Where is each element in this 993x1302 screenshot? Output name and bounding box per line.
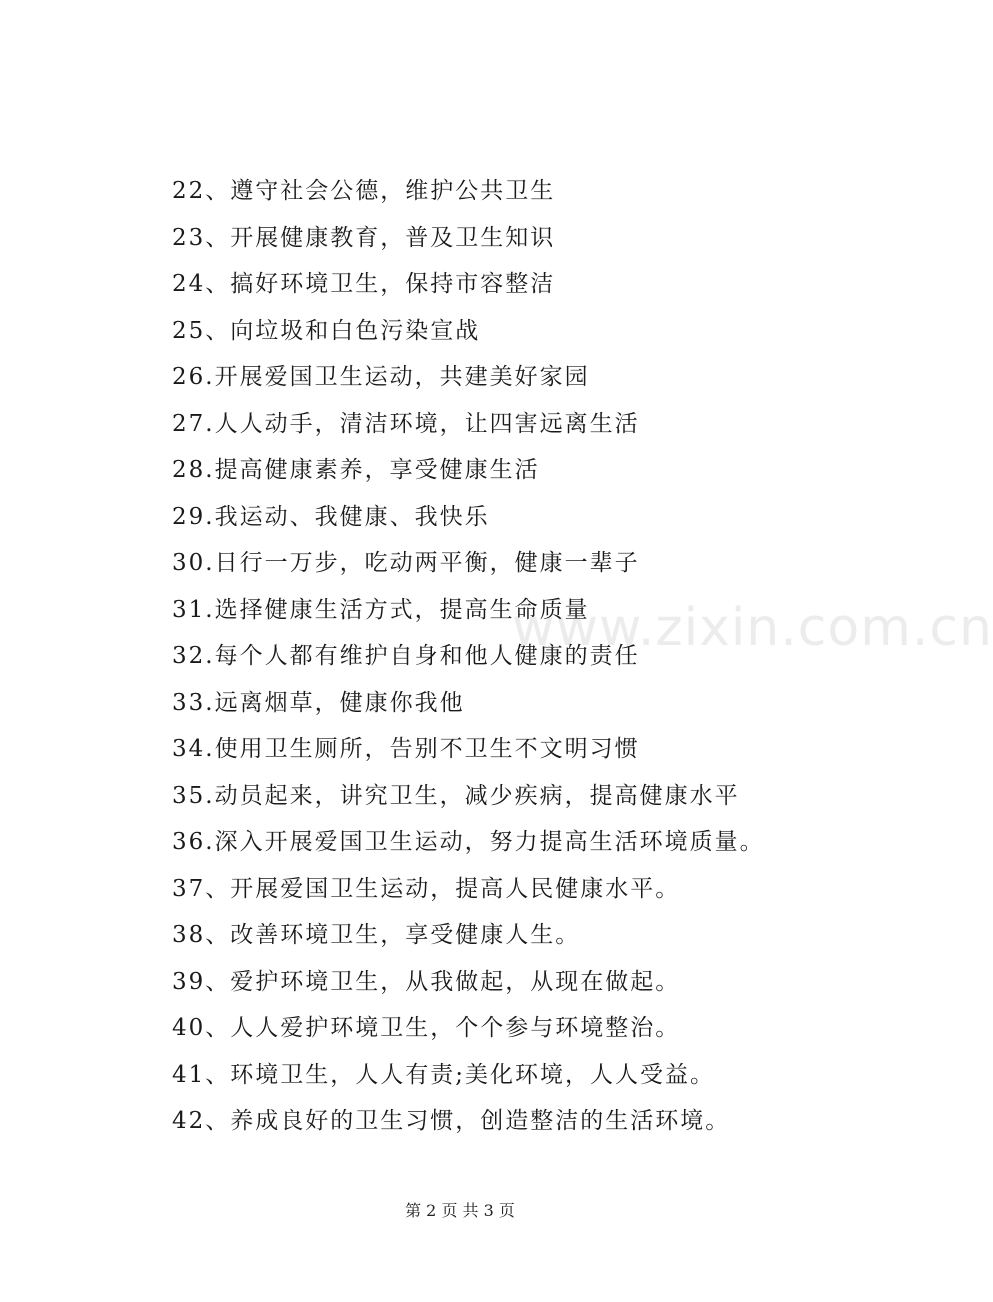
slogan-line: 31.选择健康生活方式，提高生命质量 <box>172 596 590 623</box>
slogan-line: 33.远离烟草，健康你我他 <box>172 689 465 716</box>
slogan-line: 23、开展健康教育，普及卫生知识 <box>172 224 556 251</box>
slogan-line: 24、搞好环境卫生，保持市容整洁 <box>172 271 556 297</box>
slogan-line: 29.我运动、我健康、我快乐 <box>172 503 490 530</box>
slogan-line: 30.日行一万步，吃动两平衡，健康一辈子 <box>172 550 640 576</box>
slogan-line: 37、开展爱国卫生运动，提高人民健康水平。 <box>172 875 681 902</box>
slogan-line: 34.使用卫生厕所，告别不卫生不文明习惯 <box>172 736 640 762</box>
slogan-line: 26.开展爱国卫生运动，共建美好家园 <box>172 364 590 390</box>
slogan-line: 28.提高健康素养，享受健康生活 <box>172 457 540 483</box>
slogan-line: 42、养成良好的卫生习惯，创造整洁的生活环境。 <box>172 1108 731 1134</box>
slogan-line: 39、爱护环境卫生，从我做起，从现在做起。 <box>172 968 681 995</box>
slogan-line: 32.每个人都有维护自身和他人健康的责任 <box>172 643 640 669</box>
slogan-line: 35.动员起来，讲究卫生，减少疾病，提高健康水平 <box>172 782 740 809</box>
slogan-line: 25、向垃圾和白色污染宣战 <box>172 317 481 344</box>
slogan-line: 38、改善环境卫生，享受健康人生。 <box>172 922 581 948</box>
slogan-line: 22、遵守社会公德，维护公共卫生 <box>172 178 556 204</box>
watermark: www.zixin.com.cn <box>512 598 993 658</box>
slogan-line: 40、人人爱护环境卫生，个个参与环境整治。 <box>172 1015 681 1041</box>
slogan-line: 36.深入开展爱国卫生运动，努力提高生活环境质量。 <box>172 829 765 855</box>
slogan-list <box>172 168 765 1145</box>
page-footer: 第 2 页 共 3 页 <box>405 1201 515 1220</box>
slogan-line: 27.人人动手，清洁环境，让四害远离生活 <box>172 410 640 437</box>
slogan-line: 41、环境卫生，人人有责;美化环境，人人受益。 <box>172 1061 716 1088</box>
